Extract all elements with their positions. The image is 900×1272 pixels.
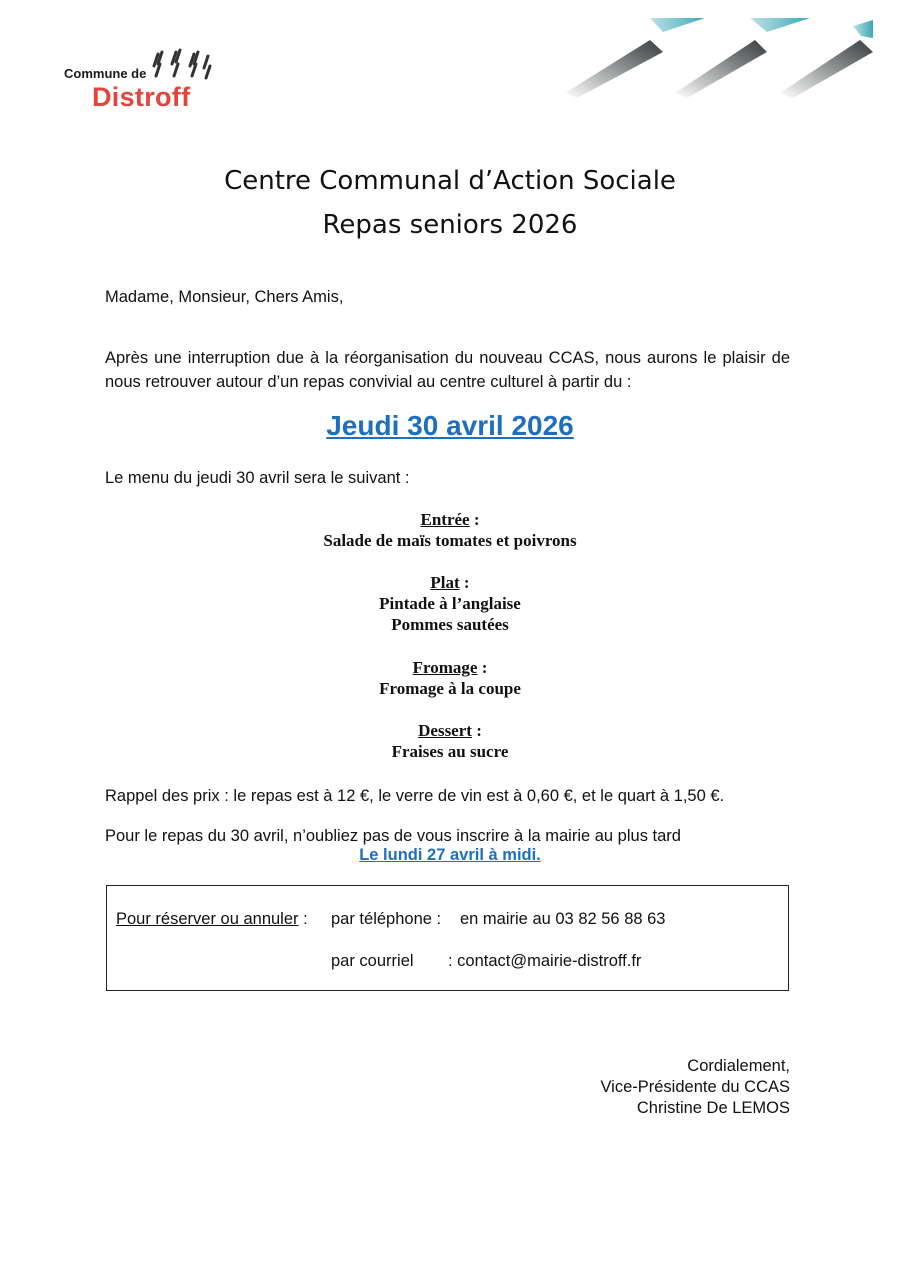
event-date: Jeudi 30 avril 2026	[326, 410, 574, 441]
menu-separator: :	[459, 573, 470, 592]
menu-section-plat	[0, 572, 900, 635]
page-title-line2: Repas seniors 2026	[322, 210, 578, 240]
menu-dish: Salade de maïs tomates et poivrons	[323, 531, 577, 550]
email-label: par courriel	[331, 952, 414, 970]
menu-dish: Fraises au sucre	[391, 742, 509, 761]
menu-category: Dessert	[418, 721, 472, 740]
phone-label: par téléphone :	[331, 910, 442, 928]
menu-category: Entrée	[420, 510, 470, 529]
decorative-stripes	[555, 18, 880, 98]
intro-paragraph: Après une interruption due à la réorganisation du nouveau CCAS, nous aurons le plaisir de nous retrouver autour d’un repas convivial au centre culturel à partir du :	[105, 349, 790, 391]
page-title-line1: Centre Communal d’Action Sociale	[224, 166, 676, 196]
menu-section-dessert	[0, 720, 900, 762]
phone-number[interactable]: en mairie au 03 82 56 88 63	[460, 910, 666, 928]
signature-block	[600, 1056, 790, 1119]
menu-separator: :	[471, 721, 482, 740]
menu-separator: :	[477, 658, 488, 677]
menu-dish: Pommes sautées	[391, 615, 509, 634]
signature-role: Vice-Présidente du CCAS	[600, 1078, 790, 1096]
menu-intro: Le menu du jeudi 30 avril sera le suivant :	[105, 469, 410, 487]
menu-dish: Pintade à l’anglaise	[379, 594, 521, 613]
reservation-box	[106, 885, 789, 991]
menu-separator: :	[469, 510, 480, 529]
signature-name: Christine De LEMOS	[636, 1099, 790, 1117]
logo-town-name: Distroff	[92, 82, 191, 112]
registration-deadline: Le lundi 27 avril à midi.	[359, 846, 541, 864]
menu-category: Fromage	[412, 658, 478, 677]
reservation-heading: Pour réserver ou annuler :	[116, 910, 308, 928]
logo-mark-icon	[150, 44, 214, 84]
logo-commune-label: Commune de	[64, 66, 147, 81]
menu-category: Plat	[430, 573, 460, 592]
greeting: Madame, Monsieur, Chers Amis,	[105, 288, 344, 306]
menu-dish: Fromage à la coupe	[379, 679, 521, 698]
prices-reminder: Rappel des prix : le repas est à 12 €, le verre de vin est à 0,60 €, et le quart à 1,50 €.	[105, 787, 725, 805]
menu-section-fromage	[0, 657, 900, 699]
menu-section-entree	[0, 509, 900, 551]
signature-closing: Cordialement,	[687, 1057, 790, 1075]
registration-text: Pour le repas du 30 avril, n’oubliez pas de vous inscrire à la mairie au plus tard	[105, 827, 681, 845]
email-address[interactable]: : contact@mairie-distroff.fr	[448, 952, 642, 970]
